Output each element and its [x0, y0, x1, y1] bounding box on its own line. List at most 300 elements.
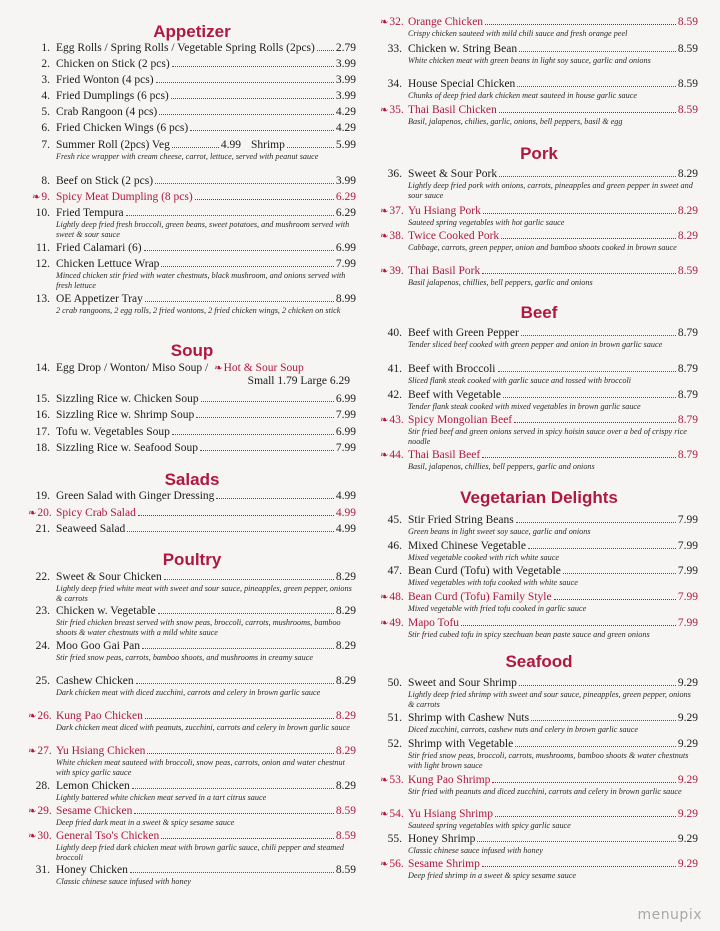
menu-item-line [28, 490, 356, 503]
dot-leader [147, 753, 333, 754]
item-name: Summer Roll (2pcs) Veg [56, 139, 170, 151]
item-description: Crispy chicken sauteed with mild chili sauce and fresh orange peel [408, 29, 628, 38]
item-number: 42. [387, 389, 402, 401]
item-number: 11. [36, 242, 50, 254]
item-description: Classic chinese sauce infused with honey [408, 846, 543, 855]
dot-leader [499, 112, 676, 113]
item-description: Deep fried shrimp in a sweet & spicy sesame sauce [408, 871, 577, 880]
item-name: Sesame Shrimp [408, 858, 480, 870]
dot-leader [519, 51, 676, 52]
item-number: 24. [35, 640, 50, 652]
item-number-cell [380, 265, 408, 278]
item-number-cell [28, 122, 56, 135]
item-name: Mixed Chinese Vegetable [408, 540, 526, 552]
menu-item-line [28, 507, 356, 520]
menu-item-line [380, 43, 698, 56]
menu-item-chicken-lettuce-wrap [28, 258, 356, 290]
dot-leader [482, 457, 676, 458]
menu-item-line [380, 78, 698, 91]
item-description: 2 crab rangoons, 2 egg rolls, 2 fried wontons, 2 fried chicken wings, 2 chicken on stick [56, 306, 341, 315]
item-price: 3.99 [335, 58, 356, 70]
item-description: Green beans in light sweet soy sauce, garlic and onions [408, 527, 591, 536]
item-description: Sliced flank steak cooked with garlic sauce and tossed with broccoli [408, 376, 631, 385]
dot-leader [200, 450, 334, 451]
section-title-appetizer: Appetizer [153, 22, 231, 41]
menu-item-green-salad-with-ginger-dressing [28, 490, 356, 503]
menu-item-sweet-and-sour-shrimp [380, 677, 698, 709]
menu-item-mixed-chinese-vegetable [380, 540, 698, 563]
item-number-cell [380, 104, 408, 117]
menu-item-line [380, 363, 698, 376]
item-price: 8.29 [335, 640, 356, 652]
item-price: 4.99 [335, 523, 356, 535]
dot-leader [158, 613, 334, 614]
item-name: Honey Chicken [56, 864, 128, 876]
menu-item-line [28, 58, 356, 71]
item-price: 8.29 [335, 571, 356, 583]
dot-leader [483, 213, 676, 214]
dot-leader [201, 401, 334, 402]
item-description: Basil, jalapenos, chillies, bell peppers, garlic and onions [408, 462, 595, 471]
chili-pepper-icon: ❧ [380, 859, 389, 870]
item-number-cell [380, 327, 408, 340]
item-price: 7.99 [335, 409, 356, 421]
item-description: Mixed vegetables with tofu cooked with white sauce [408, 578, 578, 587]
menu-item-line [380, 414, 698, 427]
item-number-cell [380, 78, 408, 91]
item-description: Chunks of deep fried dark chicken meat sauteed in house garlic sauce [408, 91, 637, 100]
item-number: 2. [41, 58, 50, 70]
item-description: Mixed vegetable cooked with rich white sauce [408, 553, 559, 562]
item-number-cell [380, 230, 408, 243]
menu-item-honey-shrimp [380, 833, 698, 856]
item-name: Thai Basil Chicken [408, 104, 497, 116]
item-number-cell [28, 442, 56, 455]
item-number: 46. [387, 540, 402, 552]
item-number-cell [380, 414, 408, 427]
menu-item-chicken-on-stick-2-pcs [28, 58, 356, 71]
menu-item-thai-basil-chicken [380, 104, 698, 127]
item-price: 8.29 [677, 230, 698, 242]
item-name: Kung Pao Shrimp [408, 774, 491, 786]
item-number-cell [380, 808, 408, 821]
dot-leader [161, 266, 333, 267]
menu-item-sizzling-rice-w-chicken-soup [28, 393, 356, 406]
item-price: 4.99 [220, 139, 241, 151]
menu-item-line [380, 168, 698, 181]
menu-item-thai-basil-beef [380, 449, 698, 472]
item-number-cell [28, 139, 56, 152]
item-number: 51. [387, 712, 402, 724]
item-description: Sauteed spring vegetables with hot garlic sauce [408, 218, 565, 227]
item-number: 45. [387, 514, 402, 526]
menu-item-egg-drop-wonton-miso-soup [28, 362, 356, 388]
item-name: Fried Tempura [56, 207, 124, 219]
item-description: Dark chicken meat diced with peanuts, zucchini, carrots and celery in brown garlic sauce [56, 723, 350, 732]
item-number: 37. [389, 205, 404, 217]
chili-pepper-icon: ❧ [28, 806, 37, 817]
menu-item-line [28, 393, 356, 406]
item-description: Cabbage, carrots, green pepper, onion and bamboo shoots cooked in brown sauce [408, 243, 677, 252]
menu-item-line [28, 605, 356, 618]
dot-leader [482, 273, 676, 274]
menu-item-line [28, 864, 356, 877]
menu-item-lemon-chicken [28, 780, 356, 803]
item-number: 13. [35, 293, 50, 305]
item-price: 8.59 [677, 78, 698, 90]
item-description: Stir fried chicken breast served with snow peas, broccoli, carrots, mushrooms, bamboo shoots & water chestnuts with a mild white sauce [56, 618, 341, 637]
menu-item-beef-with-green-pepper [380, 327, 698, 350]
dot-leader [528, 548, 676, 549]
item-number: 35. [389, 104, 404, 116]
item-number-cell [28, 830, 56, 843]
menu-item-line [380, 16, 698, 29]
item-name: Honey Shrimp [408, 833, 476, 845]
item-description: Lightly deep fried shrimp with sweet and sour sauce, pineapples, green pepper, onions & carrots [408, 690, 691, 709]
item-name: Orange Chicken [408, 16, 484, 28]
dot-leader [461, 625, 676, 626]
menu-item-line [28, 710, 356, 723]
dot-leader [499, 176, 676, 177]
menu-item-line [28, 106, 356, 119]
menu-item-beef-on-stick-2-pcs [28, 175, 356, 188]
item-price: 7.99 [677, 540, 698, 552]
item-number: 32. [389, 16, 404, 28]
item-price: 8.79 [677, 389, 698, 401]
menu-item-line [380, 104, 698, 117]
chili-pepper-icon: ❧ [380, 775, 389, 786]
dot-leader [216, 498, 333, 499]
item-number: 9. [41, 191, 50, 203]
item-number-cell [28, 805, 56, 818]
dot-leader [144, 250, 334, 251]
item-price: 8.59 [677, 104, 698, 116]
item-number-cell [28, 864, 56, 877]
item-price: 6.99 [335, 242, 356, 254]
menu-item-line [28, 830, 356, 843]
item-price: 7.99 [677, 514, 698, 526]
dot-leader [531, 720, 676, 721]
chili-pepper-icon: ❧ [380, 809, 389, 820]
menu-item-line [380, 712, 698, 725]
menu-item-sizzling-rice-w-seafood-soup [28, 442, 356, 455]
item-name: Thai Basil Beef [408, 449, 481, 461]
item-price: 9.29 [677, 738, 698, 750]
item-name: Sweet and Sour Shrimp [408, 677, 517, 689]
menu-item-line [380, 774, 698, 787]
menu-item-sesame-chicken [28, 805, 356, 828]
dot-leader [134, 813, 334, 814]
item-description: Lightly deep fried white meat with sweet and sour sauce, pineapples, green pepper, onions & carrots [56, 584, 352, 603]
item-description: Stir fried snow peas, carrots, bamboo shoots, and mushrooms in creamy sauce [56, 653, 313, 662]
item-number-cell [28, 640, 56, 653]
dot-leader [164, 579, 334, 580]
menu-item-line [380, 327, 698, 340]
item-price: 6.99 [335, 426, 356, 438]
item-number-cell [28, 293, 56, 306]
item-price: 8.29 [335, 710, 356, 722]
item-name: Cashew Chicken [56, 675, 134, 687]
chili-pepper-icon: ❧ [380, 206, 389, 217]
dot-leader [521, 335, 676, 336]
dot-leader [172, 147, 219, 148]
item-price: 9.29 [677, 774, 698, 786]
item-name: Sweet & Sour Chicken [56, 571, 162, 583]
item-name: Green Salad with Ginger Dressing [56, 490, 215, 502]
dot-leader [126, 215, 334, 216]
item-price: 6.99 [335, 393, 356, 405]
item-number: 4. [41, 90, 50, 102]
item-number: 21. [35, 523, 50, 535]
item-number-cell [28, 242, 56, 255]
item-number-cell [380, 389, 408, 402]
item-price: 8.59 [335, 864, 356, 876]
item-number: 43. [389, 414, 404, 426]
dot-leader [519, 685, 676, 686]
item-number-cell [28, 571, 56, 584]
menu-item-line [380, 540, 698, 553]
item-description: Diced zucchini, carrots, cashew nuts and celery in brown garlic sauce [408, 725, 638, 734]
item-number: 26. [37, 710, 52, 722]
menu-item-line [380, 738, 698, 751]
menu-item-stir-fried-string-beans [380, 514, 698, 537]
item-price: 7.99 [677, 591, 698, 603]
item-number-cell [28, 745, 56, 758]
item-number-cell [28, 207, 56, 220]
item-number-cell [28, 490, 56, 503]
item-description: Tender flank steak cooked with mixed vegetables in brown garlic sauce [408, 402, 641, 411]
price-large: Large 6.29 [300, 375, 350, 387]
item-price: 7.99 [677, 617, 698, 629]
item-number-cell [380, 449, 408, 462]
item-number: 36. [387, 168, 402, 180]
item-description: Deep fried dark meat in a sweet & spicy sesame sauce [56, 818, 235, 827]
dot-leader [554, 599, 676, 600]
item-number: 40. [387, 327, 402, 339]
menu-item-line [28, 805, 356, 818]
item-number-cell [380, 617, 408, 630]
dot-leader [515, 746, 676, 747]
dot-leader [145, 301, 334, 302]
dot-leader [127, 531, 334, 532]
item-price: 4.29 [335, 122, 356, 134]
dot-leader [492, 782, 675, 783]
item-number: 56. [389, 858, 404, 870]
menu-item-sweet-sour-pork [380, 168, 698, 200]
item-description: Lightly deep fried dark chicken meat with brown garlic sauce, chili pepper and steamed broccoli [56, 843, 345, 862]
item-description: Lightly battered white chicken meat served in a tart citrus sauce [56, 793, 267, 802]
dot-leader [172, 434, 334, 435]
item-name: Sizzling Rice w. Chicken Soup [56, 393, 199, 405]
item-name: Chicken w. Vegetable [56, 605, 156, 617]
menu-item-cashew-chicken [28, 675, 356, 698]
item-number: 1. [41, 42, 50, 54]
item-number-cell [380, 677, 408, 690]
item-description: Lightly deep fried pork with onions, carrots, pineapples and green pepper in sweet and sour sauce [408, 181, 693, 200]
item-name: Spicy Crab Salad [56, 507, 136, 519]
menu-item-summer-roll-2pcs-veg [28, 139, 356, 162]
item-name: Seaweed Salad [56, 523, 126, 535]
menu-item-line [380, 808, 698, 821]
menu-item-house-special-chicken [380, 78, 698, 101]
menu-item-line [380, 565, 698, 578]
dot-leader [161, 838, 334, 839]
item-description: White chicken meat with green beans in light soy sauce, garlic and onions [408, 56, 651, 65]
dot-leader [130, 872, 334, 873]
dot-leader [501, 238, 676, 239]
menu-item-line [28, 426, 356, 439]
chili-pepper-icon: ❧ [380, 618, 389, 629]
item-number: 10. [35, 207, 50, 219]
menu-item-egg-rolls-spring-rolls-vegetable-spring-rolls-2pcs [28, 42, 356, 55]
item-number-cell [28, 426, 56, 439]
chili-pepper-icon: ❧ [380, 231, 389, 242]
menu-item-line [28, 409, 356, 422]
dot-leader [136, 683, 334, 684]
item-name: Chicken Lettuce Wrap [56, 258, 160, 270]
menu-item-line [380, 265, 698, 278]
item-name: Fried Chicken Wings (6 pcs) [56, 122, 189, 134]
item-number-cell [28, 42, 56, 55]
item-number: 28. [35, 780, 50, 792]
item-number: 47. [387, 565, 402, 577]
menu-item-mapo-tofu [380, 617, 698, 640]
dot-leader [159, 114, 334, 115]
item-number: 5. [41, 106, 50, 118]
menu-item-line [380, 833, 698, 846]
item-name: Beef with Vegetable [408, 389, 502, 401]
item-number-cell [28, 605, 56, 618]
item-number: 18. [35, 442, 50, 454]
item-number: 49. [389, 617, 404, 629]
item-number: 34. [387, 78, 402, 90]
item-number-cell [380, 712, 408, 725]
item-number: 12. [35, 258, 50, 270]
dot-leader [516, 522, 676, 523]
item-name: Yu Hsiang Pork [408, 205, 481, 217]
item-description: Classic chinese sauce infused with honey [56, 877, 191, 886]
item-number-cell [380, 858, 408, 871]
menu-item-honey-chicken [28, 864, 356, 887]
menu-item-seaweed-salad [28, 523, 356, 536]
item-number-cell [28, 409, 56, 422]
menu-item-line [380, 514, 698, 527]
menu-item-line [28, 780, 356, 793]
item-name: Bean Curd (Tofu) with Vegetable [408, 565, 561, 577]
dot-leader [514, 422, 676, 423]
dot-leader [132, 788, 334, 789]
item-price: 8.99 [335, 293, 356, 305]
dot-leader [317, 50, 334, 51]
item-name: Egg Drop / Wonton/ Miso Soup / [56, 362, 209, 374]
menu-item-line [28, 745, 356, 758]
item-price: 6.29 [335, 191, 356, 203]
menu-item-line [28, 640, 356, 653]
item-price: 7.99 [677, 565, 698, 577]
section-title-poultry: Poultry [162, 550, 222, 569]
menu-item-crab-rangoon-4-pcs [28, 106, 356, 119]
item-name: Mapo Tofu [408, 617, 460, 629]
item-number-cell [28, 523, 56, 536]
item-number: 54. [389, 808, 404, 820]
item-number: 16. [35, 409, 50, 421]
item-name: House Special Chicken [408, 78, 516, 90]
item-name: Fried Calamari (6) [56, 242, 142, 254]
item-number-cell [380, 16, 408, 29]
dot-leader [155, 183, 334, 184]
item-name: Sesame Chicken [56, 805, 133, 817]
item-name: Crab Rangoon (4 pcs) [56, 106, 158, 118]
item-name: Stir Fried String Beans [408, 514, 514, 526]
item-name: Yu Hsiang Chicken [56, 745, 146, 757]
dot-leader [190, 130, 334, 131]
item-number: 8. [41, 175, 50, 187]
menu-item-line [380, 677, 698, 690]
menu-item-line [28, 675, 356, 688]
chili-pepper-icon: ❧ [380, 592, 389, 603]
dot-leader [495, 816, 676, 817]
item-number-cell [380, 591, 408, 604]
menu-item-line [380, 858, 698, 871]
menu-item-fried-chicken-wings-6-pcs [28, 122, 356, 135]
item-number: 50. [387, 677, 402, 689]
menu-item-line [28, 74, 356, 87]
menu-item-sweet-sour-chicken [28, 571, 356, 603]
item-number-cell [380, 565, 408, 578]
item-name: Chicken on Stick (2 pcs) [56, 58, 170, 70]
item-number-cell [380, 168, 408, 181]
item-price: 8.29 [335, 605, 356, 617]
menu-item-yu-hsiang-chicken [28, 745, 356, 777]
menu-item-chicken-w-string-bean [380, 43, 698, 66]
section-title-salads: Salads [164, 470, 220, 489]
menu-item-moo-goo-gai-pan [28, 640, 356, 663]
chili-pepper-icon: ❧ [28, 831, 37, 842]
menu-item-kung-pao-shrimp [380, 774, 698, 797]
dot-leader [195, 199, 334, 200]
item-number-cell [28, 710, 56, 723]
item-price: 9.29 [677, 833, 698, 845]
section-title-pork: Pork [520, 144, 558, 163]
menu-item-kung-pao-chicken [28, 710, 356, 733]
item-name: Thai Basil Pork [408, 265, 481, 277]
dot-leader [196, 417, 334, 418]
chili-pepper-icon: ❧ [380, 17, 389, 28]
chili-pepper-icon: ❧ [380, 266, 389, 277]
item-price: 9.29 [677, 858, 698, 870]
item-price: 8.59 [677, 265, 698, 277]
item-price: 8.29 [335, 675, 356, 687]
item-number: 6. [41, 122, 50, 134]
item-name: Spicy Meat Dumpling (8 pcs) [56, 191, 193, 203]
item-price: 8.79 [677, 327, 698, 339]
menu-item-oe-appetizer-tray [28, 293, 356, 316]
item-description: Basil jalapenos, chillies, bell peppers, garlic and onions [408, 278, 593, 287]
dot-leader [517, 86, 676, 87]
item-description: Stir fried beef and green onions served in spicy hoisin sauce over a bed of crispy rice noodle [408, 427, 687, 446]
item-number: 41. [387, 363, 402, 375]
item-price: 2.79 [335, 42, 356, 54]
item-name: Lemon Chicken [56, 780, 130, 792]
chili-pepper-icon: ❧ [28, 508, 37, 519]
item-price: 9.29 [677, 712, 698, 724]
item-price: 4.29 [335, 106, 356, 118]
item-number-cell [380, 205, 408, 218]
menu-item-line [28, 523, 356, 536]
menu-item-tofu-w-vegetables-soup [28, 426, 356, 439]
item-description: White chicken meat sauteed with broccoli, snow peas, carrots, onion and water chestnut with spicy garlic sauce [56, 758, 345, 777]
item-price: 8.59 [335, 805, 356, 817]
